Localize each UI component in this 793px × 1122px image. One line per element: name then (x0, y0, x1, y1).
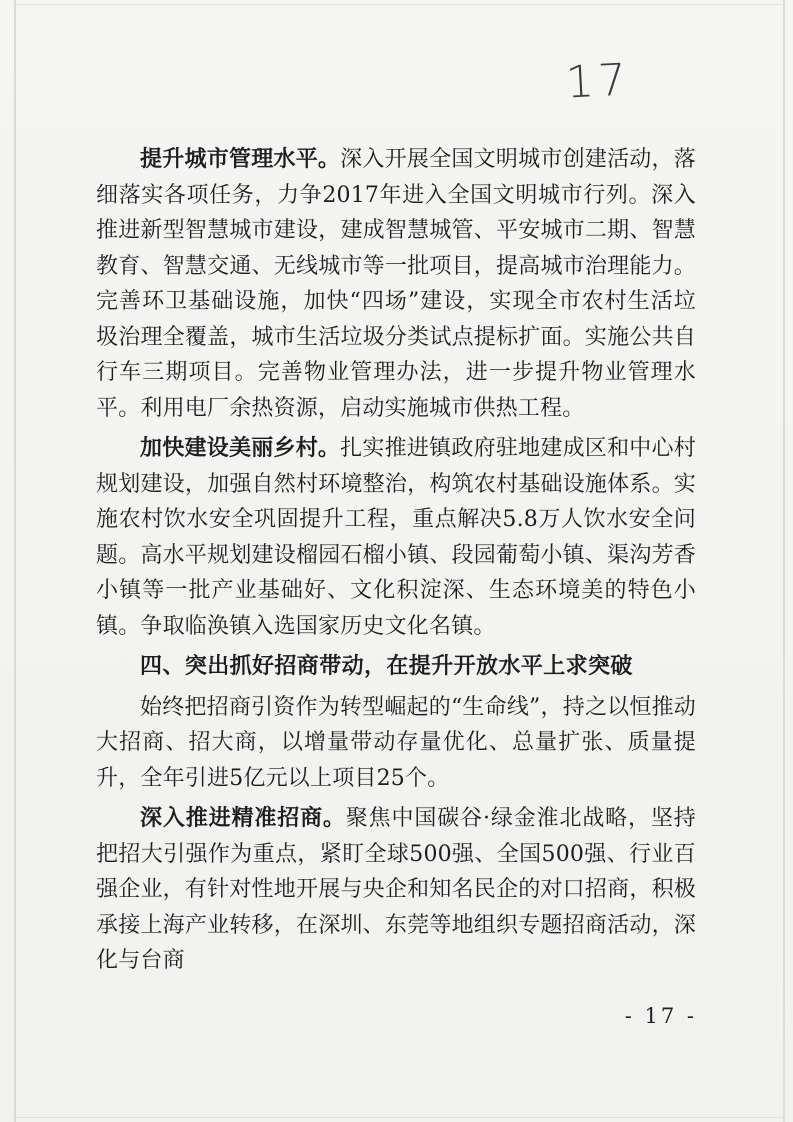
document-body (96, 142, 696, 984)
paragraph-beautiful-village (96, 431, 696, 644)
paragraph-text: 扎实推进镇政府驻地建成区和中心村规划建设，加强自然村环境整治，构筑农村基础设施体系。实施农村饮水安全巩固提升工程，重点解决5.8万人饮水安全问题。高水平规划建设榴园石榴小镇、段园葡萄小镇、渠沟芳香小镇等一批产业基础好、文化积淀深、生态环境美的特色小镇。争取临涣镇入选国家历史文化名镇。 (96, 436, 696, 639)
paragraph-precise-investment (96, 801, 696, 979)
page-edge-bottom (14, 1117, 785, 1118)
paragraph-city-management (96, 142, 696, 426)
handwritten-page-mark: 17 (564, 54, 632, 109)
page-edge-top (14, 4, 785, 5)
paragraph-text: 始终把招商引资作为转型崛起的“生命线”，持之以恒推动大招商、招大商，以增量带动存量优化、总量扩张、质量提升，全年引进5亿元以上项目25个。 (96, 694, 696, 791)
paragraph-text: 深入开展全国文明城市创建活动，落细落实各项任务，力争2017年进入全国文明城市行列。深入推进新型智慧城市建设，建成智慧城管、平安城市二期、智慧教育、智慧交通、无线城市等一批项目，提高城市治理能力。完善环卫基础设施，加快“四场”建设，实现全市农村生活垃圾治理全覆盖，城市生活垃圾分类试点提标扩面。实施公共自行车三期项目。完善物业管理办法，进一步提升物业管理水平。利用电厂余热资源，启动实施城市供热工程。 (96, 147, 696, 421)
page-edge-left (14, 0, 16, 1122)
paragraph-lead: 加快建设美丽乡村。 (140, 435, 341, 461)
paragraph-lead: 提升城市管理水平。 (140, 146, 341, 172)
section-heading: 四、突出抓好招商带动，在提升开放水平上求突破 (140, 654, 633, 679)
page-number: - 17 - (624, 1004, 697, 1028)
paragraph-investment-intro (96, 690, 696, 797)
paragraph-lead: 深入推进精准招商。 (140, 805, 346, 831)
page-edge-right (783, 0, 785, 1122)
paragraph-text: 聚焦中国碳谷·绿金淮北战略，坚持把招大引强作为重点，紧盯全球500强、全国500强、行业百强企业，有针对性地开展与央企和知名民企的对口招商，积极承接上海产业转移，在深圳、东莞等地组织专题招商活动，深化与台商 (96, 806, 696, 973)
